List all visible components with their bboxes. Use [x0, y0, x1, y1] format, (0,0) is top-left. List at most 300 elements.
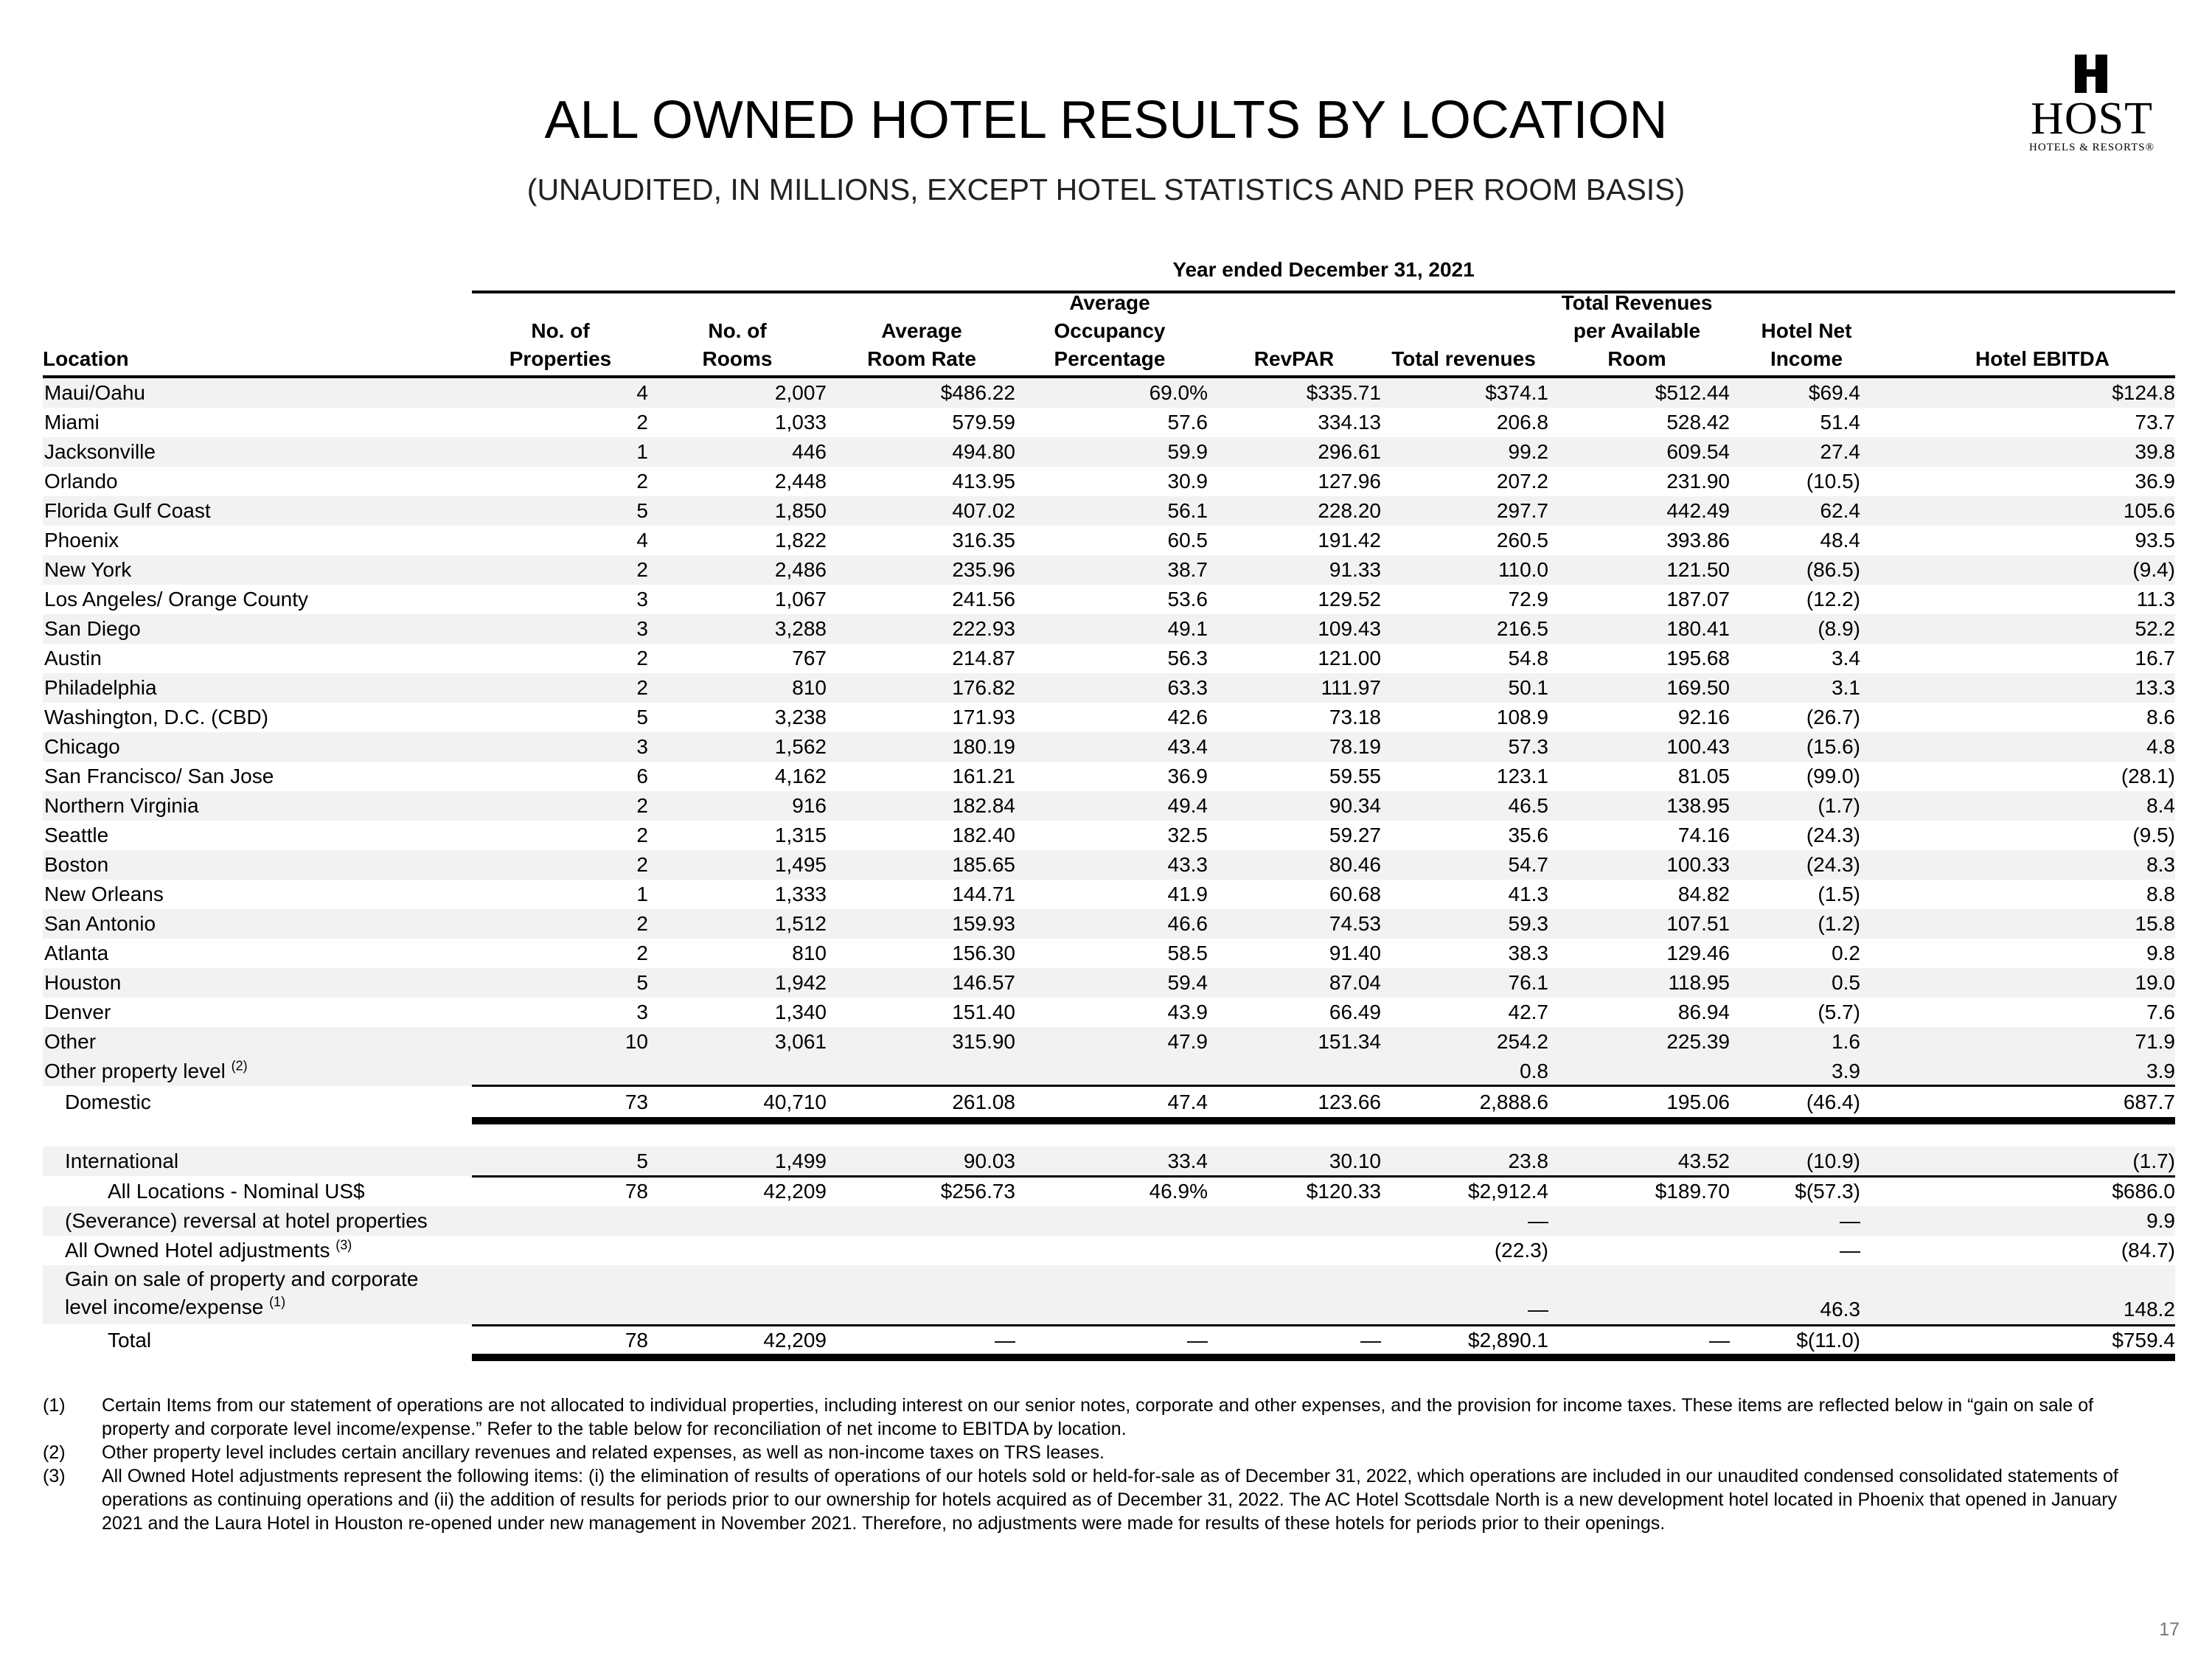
- cell-revpar: 111.97: [1321, 676, 1381, 699]
- table-row: [43, 880, 2175, 909]
- cell-trevpar: $512.44: [1655, 381, 1730, 404]
- cell-revpar: 74.53: [1329, 912, 1381, 935]
- col-header-revenues: Total revenues: [1391, 347, 1536, 370]
- row-label: Boston: [44, 853, 109, 876]
- cell-adr: 151.40: [952, 1001, 1015, 1023]
- col-header-location: Location: [43, 347, 129, 370]
- cell-net-income: (1.5): [1818, 883, 1860, 905]
- table-row: [43, 614, 2175, 644]
- table-row: [43, 467, 2175, 496]
- row-label: Houston: [44, 971, 122, 994]
- cell-net-income: 3.9: [1832, 1060, 1860, 1082]
- cell-net-income: 48.4: [1820, 529, 1860, 552]
- cell-occupancy: 59.4: [1167, 971, 1208, 994]
- cell-revpar: 60.68: [1329, 883, 1381, 905]
- cell-ebitda: 13.3: [2135, 676, 2175, 699]
- cell-revenues: 54.7: [1508, 853, 1548, 876]
- row-label: Chicago: [44, 735, 120, 758]
- cell-rooms: 916: [792, 794, 827, 817]
- row-label: (Severance) reversal at hotel properties: [65, 1209, 428, 1232]
- cell-ebitda: 687.7: [2123, 1091, 2175, 1113]
- cell-occupancy: 33.4: [1167, 1150, 1208, 1172]
- table-row: [43, 998, 2175, 1027]
- cell-revenues: 254.2: [1496, 1030, 1548, 1053]
- row-label: Other: [44, 1030, 97, 1053]
- cell-occupancy: 56.3: [1167, 647, 1208, 669]
- cell-ebitda: (9.5): [2132, 824, 2175, 846]
- cell-revenues: 46.5: [1508, 794, 1548, 817]
- cell-adr: 156.30: [952, 942, 1015, 964]
- cell-trevpar: 43.52: [1677, 1150, 1730, 1172]
- cell-adr: 182.84: [952, 794, 1015, 817]
- cell-properties: 2: [636, 411, 648, 434]
- row-label: New Orleans: [44, 883, 164, 905]
- cell-occupancy: 60.5: [1167, 529, 1208, 552]
- row-label: Washington, D.C. (CBD): [44, 706, 268, 728]
- row-label: Gain on sale of property and corporate level income/expense $^{(1)}$: [65, 1267, 419, 1318]
- table-row: [43, 791, 2175, 821]
- cell-revenues: 38.3: [1508, 942, 1548, 964]
- cell-net-income: 27.4: [1820, 440, 1860, 463]
- table-row: [43, 821, 2175, 850]
- cell-occupancy: 43.9: [1167, 1001, 1208, 1023]
- cell-ebitda: 39.8: [2135, 440, 2175, 463]
- table-row: [43, 526, 2175, 555]
- cell-revenues: 123.1: [1496, 765, 1548, 787]
- cell-trevpar: 92.16: [1677, 706, 1730, 728]
- col-header-ebitda: Hotel EBITDA: [1975, 347, 2110, 370]
- cell-revenues: 54.8: [1508, 647, 1548, 669]
- cell-adr: 161.21: [952, 765, 1015, 787]
- page-subtitle: (UNAUDITED, IN MILLIONS, EXCEPT HOTEL STATISTICS AND PER ROOM BASIS): [526, 173, 1686, 206]
- cell-properties: 2: [636, 824, 648, 846]
- cell-net-income: (8.9): [1818, 617, 1860, 640]
- cell-net-income: 0.5: [1832, 971, 1860, 994]
- cell-rooms: 1,315: [774, 824, 827, 846]
- cell-properties: 2: [636, 558, 648, 581]
- cell-ebitda: 19.0: [2135, 971, 2175, 994]
- cell-revpar: 151.34: [1318, 1030, 1381, 1053]
- cell-trevpar: 187.07: [1666, 588, 1730, 611]
- table-row: [43, 968, 2175, 998]
- row-label: Jacksonville: [44, 440, 156, 463]
- cell-adr: 159.93: [952, 912, 1015, 935]
- other-property-level-row: [43, 1057, 2175, 1086]
- cell-adr: 222.93: [952, 617, 1015, 640]
- severance-row: [43, 1206, 2175, 1236]
- cell-ebitda: $759.4: [2112, 1329, 2175, 1352]
- page-number: 17: [2159, 1619, 2180, 1640]
- cell-revpar: 129.52: [1318, 588, 1381, 611]
- cell-properties: 5: [636, 499, 648, 522]
- cell-ebitda: 9.8: [2146, 942, 2175, 964]
- table-row: [43, 437, 2175, 467]
- cell-adr: 235.96: [952, 558, 1015, 581]
- table-row: [43, 703, 2175, 732]
- col-header-adr: Average Room Rate: [867, 319, 976, 370]
- cell-adr: 90.03: [963, 1150, 1015, 1172]
- cell-net-income: $(11.0): [1796, 1329, 1860, 1352]
- domestic-row: [43, 1088, 2175, 1117]
- row-label: Northern Virginia: [44, 794, 199, 817]
- cell-properties: 2: [636, 942, 648, 964]
- cell-ebitda: 9.9: [2146, 1209, 2175, 1232]
- cell-properties: 2: [636, 676, 648, 699]
- cell-occupancy: 43.3: [1167, 853, 1208, 876]
- cell-revenues: 99.2: [1508, 440, 1548, 463]
- row-label: Denver: [44, 1001, 111, 1023]
- cell-trevpar: 86.94: [1677, 1001, 1730, 1023]
- cell-adr: 182.40: [952, 824, 1015, 846]
- cell-rooms: 1,562: [774, 735, 827, 758]
- table-row: [43, 673, 2175, 703]
- footnote-2: (2) Other property level includes certain ancillary revenues and related expenses, as well as non-income taxes on TRS leases.: [43, 1442, 1105, 1463]
- cell-trevpar: 393.86: [1666, 529, 1730, 552]
- cell-trevpar: 231.90: [1666, 470, 1730, 493]
- gain-on-sale-row: [43, 1265, 2175, 1324]
- cell-ebitda: 11.3: [2136, 588, 2175, 611]
- cell-trevpar: —: [1709, 1329, 1730, 1352]
- table-row: [43, 378, 2175, 408]
- cell-adr: 180.19: [952, 735, 1015, 758]
- total-bottom-rule: [472, 1354, 2175, 1361]
- cell-occupancy: 69.0%: [1149, 381, 1208, 404]
- cell-adr: 316.35: [952, 529, 1015, 552]
- cell-net-income: (46.4): [1806, 1091, 1860, 1113]
- cell-ebitda: 105.6: [2123, 499, 2175, 522]
- row-label: Phoenix: [44, 529, 119, 552]
- cell-revenues: 206.8: [1496, 411, 1548, 434]
- row-label: Philadelphia: [44, 676, 157, 699]
- cell-net-income: 1.6: [1832, 1030, 1860, 1053]
- row-label: All Owned Hotel adjustments $^{(3)}$: [65, 1237, 352, 1262]
- cell-occupancy: 47.4: [1167, 1091, 1208, 1113]
- cell-rooms: 1,495: [774, 853, 827, 876]
- host-logo-text: HOST: [2031, 94, 2153, 144]
- cell-net-income: $(57.3): [1795, 1180, 1860, 1203]
- cell-occupancy: 59.9: [1167, 440, 1208, 463]
- cell-rooms: 767: [792, 647, 827, 669]
- cell-trevpar: 84.82: [1677, 883, 1730, 905]
- table-row: [43, 585, 2175, 614]
- cell-net-income: (26.7): [1806, 706, 1860, 728]
- cell-properties: 2: [636, 912, 648, 935]
- cell-revenues: 2,888.6: [1479, 1091, 1548, 1113]
- cell-ebitda: 15.8: [2135, 912, 2175, 935]
- cell-adr: 144.71: [952, 883, 1015, 905]
- cell-ebitda: 52.2: [2135, 617, 2175, 640]
- table-row: [43, 732, 2175, 762]
- cell-revenues: 108.9: [1496, 706, 1548, 728]
- table-row: [43, 1027, 2175, 1057]
- cell-revenues: $374.1: [1485, 381, 1548, 404]
- cell-revpar: 80.46: [1329, 853, 1381, 876]
- cell-rooms: 1,850: [774, 499, 827, 522]
- col-header-properties: No. of Properties: [509, 319, 612, 370]
- cell-trevpar: 81.05: [1677, 765, 1730, 787]
- cell-trevpar: 107.51: [1666, 912, 1730, 935]
- cell-occupancy: 49.4: [1167, 794, 1208, 817]
- cell-trevpar: 74.16: [1677, 824, 1730, 846]
- cell-ebitda: 16.7: [2135, 647, 2175, 669]
- adjustments-row: [43, 1236, 2175, 1265]
- row-label: Other property level $^{(2)}$: [44, 1058, 248, 1082]
- row-label: Domestic: [65, 1091, 151, 1113]
- cell-revpar: 66.49: [1329, 1001, 1381, 1023]
- cell-net-income: (10.5): [1806, 470, 1860, 493]
- cell-net-income: (1.7): [1818, 794, 1860, 817]
- cell-ebitda: 8.4: [2146, 794, 2175, 817]
- cell-rooms: 810: [792, 942, 827, 964]
- cell-net-income: (15.6): [1806, 735, 1860, 758]
- cell-net-income: 3.1: [1832, 676, 1860, 699]
- cell-revpar: 123.66: [1318, 1091, 1381, 1113]
- cell-adr: 241.56: [952, 588, 1015, 611]
- cell-rooms: 3,288: [774, 617, 827, 640]
- cell-trevpar: 195.06: [1666, 1091, 1730, 1113]
- row-label: Austin: [44, 647, 102, 669]
- table-row: [43, 762, 2175, 791]
- cell-properties: 5: [636, 1150, 648, 1172]
- cell-revpar: 59.27: [1329, 824, 1381, 846]
- cell-adr: $256.73: [940, 1180, 1015, 1203]
- cell-ebitda: (84.7): [2121, 1239, 2175, 1262]
- cell-ebitda: (1.7): [2132, 1150, 2175, 1172]
- cell-ebitda: $124.8: [2112, 381, 2175, 404]
- table-row: [43, 850, 2175, 880]
- cell-adr: 146.57: [952, 971, 1015, 994]
- cell-properties: 2: [636, 853, 648, 876]
- cell-adr: 315.90: [952, 1030, 1015, 1053]
- cell-net-income: (86.5): [1806, 558, 1860, 581]
- cell-rooms: 1,942: [774, 971, 827, 994]
- cell-properties: 78: [625, 1180, 648, 1203]
- cell-revpar: $335.71: [1306, 381, 1381, 404]
- domestic-top-rule: [472, 1085, 2175, 1087]
- footnote-3: (3) All Owned Hotel adjustments represent the following items: (i) the elimination of results of operations of our hotels sold or held-for-sale as of December 31, 2022, which operations are included in our unaudited condensed consolidated statements of operations as continuing operations and (ii) the addition of results for periods prior to our ownership for hotels acquired as of December 31, 2022. The AC Hotel Scottsdale North is a new development hotel located in Phoenix that opened in January 2021 and the Laura Hotel in Houston re-opened under new management in November 2021. Therefore, no adjustments were made for results of these hotels for periods prior to their openings.: [43, 1466, 2118, 1534]
- cell-net-income: (12.2): [1806, 588, 1860, 611]
- cell-revpar: 334.13: [1318, 411, 1381, 434]
- row-label: All Locations - Nominal US$: [108, 1180, 365, 1203]
- cell-adr: 171.93: [952, 706, 1015, 728]
- cell-revenues: 35.6: [1508, 824, 1548, 846]
- cell-ebitda: 4.8: [2146, 735, 2175, 758]
- cell-revpar: 109.43: [1318, 617, 1381, 640]
- cell-trevpar: 528.42: [1666, 411, 1730, 434]
- cell-trevpar: 129.46: [1666, 942, 1730, 964]
- cell-trevpar: 118.95: [1668, 971, 1730, 994]
- cell-trevpar: 180.41: [1666, 617, 1730, 640]
- cell-rooms: 42,209: [763, 1329, 827, 1352]
- cell-net-income: $69.4: [1808, 381, 1860, 404]
- cell-occupancy: 38.7: [1167, 558, 1208, 581]
- cell-revpar: 127.96: [1318, 470, 1381, 493]
- cell-rooms: 1,512: [774, 912, 827, 935]
- col-header-occupancy: Average Occupancy Percentage: [1054, 291, 1166, 370]
- cell-trevpar: 121.50: [1666, 558, 1730, 581]
- table-row: [43, 909, 2175, 939]
- row-label: Atlanta: [44, 942, 109, 964]
- cell-rooms: 2,486: [774, 558, 827, 581]
- cell-properties: 6: [636, 765, 648, 787]
- cell-trevpar: 609.54: [1666, 440, 1730, 463]
- cell-ebitda: 8.3: [2146, 853, 2175, 876]
- cell-trevpar: 100.43: [1666, 735, 1730, 758]
- footnote-1: (1) Certain Items from our statement of operations are not allocated to individual properties, including interest on our senior notes, corporate and other expenses, and the provision for income taxes. These items are reflected below in “gain on sale of property and corporate level income/expense.” Refer to the table below for reconciliation of net income to EBITDA by location.: [43, 1395, 2094, 1439]
- col-header-rooms: No. of Rooms: [702, 319, 773, 370]
- row-label: Seattle: [44, 824, 109, 846]
- cell-properties: 10: [625, 1030, 648, 1053]
- cell-revpar: 191.42: [1318, 529, 1381, 552]
- cell-rooms: 1,822: [774, 529, 827, 552]
- table-row: [43, 939, 2175, 968]
- cell-trevpar: 225.39: [1666, 1030, 1730, 1053]
- cell-rooms: 2,007: [774, 381, 827, 404]
- cell-properties: 1: [636, 440, 648, 463]
- cell-occupancy: 56.1: [1167, 499, 1208, 522]
- cell-properties: 78: [625, 1329, 648, 1352]
- cell-adr: 413.95: [952, 470, 1015, 493]
- cell-ebitda: 7.6: [2146, 1001, 2175, 1023]
- footnotes: [43, 1394, 2159, 1535]
- cell-net-income: (1.2): [1818, 912, 1860, 935]
- cell-properties: 73: [625, 1091, 648, 1113]
- cell-revenues: 57.3: [1508, 735, 1548, 758]
- host-logo-subtext: HOTELS & RESORTS®: [2028, 142, 2154, 153]
- cell-occupancy: 42.6: [1167, 706, 1208, 728]
- cell-revpar: 30.10: [1329, 1150, 1381, 1172]
- cell-rooms: 1,340: [774, 1001, 827, 1023]
- table-row: [43, 408, 2175, 437]
- cell-ebitda: 71.9: [2135, 1030, 2175, 1053]
- cell-adr: 261.08: [952, 1091, 1015, 1113]
- cell-revenues: 0.8: [1520, 1060, 1548, 1082]
- cell-occupancy: 57.6: [1167, 411, 1208, 434]
- cell-occupancy: 46.9%: [1149, 1180, 1208, 1203]
- cell-trevpar: 169.50: [1666, 676, 1730, 699]
- page-title: ALL OWNED HOTEL RESULTS BY LOCATION: [544, 91, 1668, 150]
- cell-revpar: 121.00: [1318, 647, 1381, 669]
- cell-properties: 4: [636, 529, 648, 552]
- cell-properties: 2: [636, 470, 648, 493]
- cell-revenues: 59.3: [1508, 912, 1548, 935]
- cell-properties: 5: [636, 706, 648, 728]
- cell-revenues: —: [1528, 1298, 1548, 1321]
- cell-revpar: 90.34: [1329, 794, 1381, 817]
- cell-revenues: $2,912.4: [1468, 1180, 1548, 1203]
- cell-rooms: 2,448: [774, 470, 827, 493]
- cell-adr: 579.59: [952, 411, 1015, 434]
- cell-revpar: 78.19: [1329, 735, 1381, 758]
- cell-ebitda: 36.9: [2135, 470, 2175, 493]
- cell-ebitda: 73.7: [2135, 411, 2175, 434]
- cell-occupancy: 41.9: [1167, 883, 1208, 905]
- cell-revenues: 72.9: [1508, 588, 1548, 611]
- cell-occupancy: 46.6: [1167, 912, 1208, 935]
- cell-adr: 214.87: [952, 647, 1015, 669]
- cell-occupancy: 32.5: [1167, 824, 1208, 846]
- cell-revenues: 76.1: [1508, 971, 1548, 994]
- cell-trevpar: 100.33: [1666, 853, 1730, 876]
- cell-net-income: (5.7): [1818, 1001, 1860, 1023]
- cell-revpar: 296.61: [1318, 440, 1381, 463]
- cell-net-income: 3.4: [1832, 647, 1860, 669]
- row-label: San Antonio: [44, 912, 156, 935]
- cell-adr: 494.80: [952, 440, 1015, 463]
- cell-revpar: 87.04: [1329, 971, 1381, 994]
- cell-revenues: 23.8: [1508, 1150, 1548, 1172]
- period-underline: [472, 291, 2175, 293]
- cell-net-income: 0.2: [1832, 942, 1860, 964]
- cell-adr: 185.65: [952, 853, 1015, 876]
- cell-revenues: (22.3): [1494, 1239, 1548, 1262]
- cell-trevpar: $189.70: [1655, 1180, 1730, 1203]
- cell-occupancy: —: [1187, 1329, 1208, 1352]
- cell-ebitda: (28.1): [2121, 765, 2175, 787]
- cell-ebitda: (9.4): [2132, 558, 2175, 581]
- cell-net-income: —: [1840, 1209, 1860, 1232]
- cell-properties: 3: [636, 1001, 648, 1023]
- cell-rooms: 1,033: [774, 411, 827, 434]
- row-label: New York: [44, 558, 132, 581]
- cell-net-income: 46.3: [1820, 1298, 1860, 1321]
- cell-revenues: 110.0: [1498, 558, 1548, 581]
- row-label: Florida Gulf Coast: [44, 499, 211, 522]
- cell-rooms: 1,333: [774, 883, 827, 905]
- cell-net-income: 51.4: [1820, 411, 1860, 434]
- cell-occupancy: 58.5: [1167, 942, 1208, 964]
- cell-occupancy: 30.9: [1167, 470, 1208, 493]
- cell-revpar: 91.40: [1329, 942, 1381, 964]
- cell-revpar: 91.33: [1329, 558, 1381, 581]
- row-label: Los Angeles/ Orange County: [44, 588, 309, 611]
- cell-revpar: —: [1360, 1329, 1381, 1352]
- cell-occupancy: 47.9: [1167, 1030, 1208, 1053]
- period-header: Year ended December 31, 2021: [1172, 258, 1475, 281]
- cell-revpar: 228.20: [1318, 499, 1381, 522]
- row-label: San Francisco/ San Jose: [44, 765, 274, 787]
- cell-rooms: 42,209: [763, 1180, 827, 1203]
- cell-adr: $486.22: [940, 381, 1015, 404]
- cell-properties: 2: [636, 794, 648, 817]
- cell-occupancy: 43.4: [1167, 735, 1208, 758]
- col-header-trevpar: Total Revenues per Available Room: [1561, 291, 1713, 370]
- total-row: [43, 1326, 2175, 1355]
- host-logo-mark-icon: [2072, 55, 2110, 93]
- cell-rooms: 1,499: [774, 1150, 827, 1172]
- row-label: San Diego: [44, 617, 141, 640]
- cell-properties: 5: [636, 971, 648, 994]
- cell-trevpar: 138.95: [1666, 794, 1730, 817]
- table-row: [43, 496, 2175, 526]
- row-label: Maui/Oahu: [44, 381, 145, 404]
- cell-adr: —: [995, 1329, 1015, 1352]
- host-logo: [2019, 55, 2165, 158]
- cell-properties: 4: [636, 381, 648, 404]
- cell-net-income: —: [1840, 1239, 1860, 1262]
- domestic-bottom-rule: [472, 1117, 2175, 1124]
- row-label: Miami: [44, 411, 100, 434]
- cell-occupancy: 36.9: [1167, 765, 1208, 787]
- cell-properties: 3: [636, 617, 648, 640]
- cell-revenues: 41.3: [1508, 883, 1548, 905]
- cell-revenues: 42.7: [1508, 1001, 1548, 1023]
- row-label: Orlando: [44, 470, 118, 493]
- cell-occupancy: 49.1: [1167, 617, 1208, 640]
- international-row: [43, 1147, 2175, 1176]
- cell-trevpar: 442.49: [1666, 499, 1730, 522]
- cell-ebitda: 8.6: [2146, 706, 2175, 728]
